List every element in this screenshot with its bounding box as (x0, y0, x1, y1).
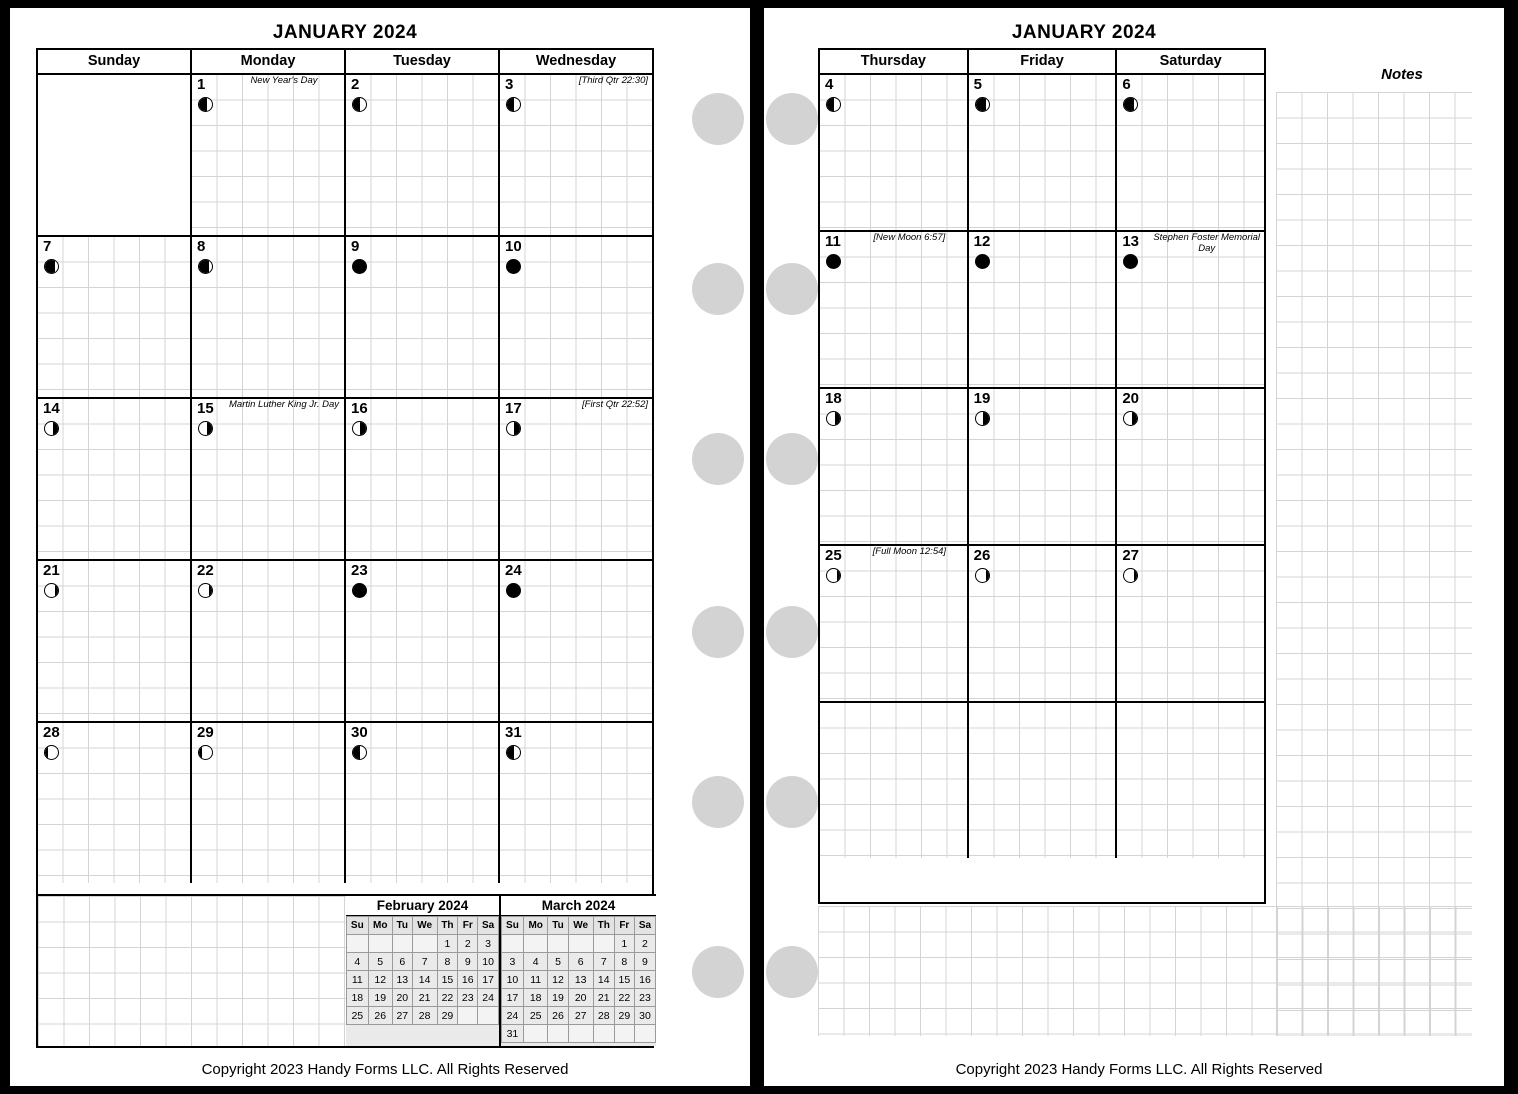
mini-month-march (501, 896, 656, 1046)
mini-day-19: 19 (368, 989, 392, 1007)
moon-phase-icon (352, 259, 367, 274)
mini-day-12: 12 (548, 971, 568, 989)
binder-hole-4 (692, 606, 744, 658)
day-cell-4[interactable] (820, 75, 969, 230)
mini-day-29: 29 (437, 1007, 458, 1025)
moon-phase-icon (352, 583, 367, 598)
moon-phase-icon (975, 97, 990, 112)
mini-day-31: 31 (502, 1025, 524, 1043)
day-cell-26[interactable] (969, 546, 1118, 701)
moon-phase-icon (506, 583, 521, 598)
day-cell-19[interactable] (969, 389, 1118, 544)
day-cell-5[interactable] (969, 75, 1118, 230)
mini-day-6: 6 (392, 953, 412, 971)
moon-phase-icon (1123, 411, 1138, 426)
day-cell-1[interactable] (192, 75, 346, 235)
mini-day-23: 23 (458, 989, 478, 1007)
mini-day-25: 25 (523, 1007, 548, 1025)
week-row (38, 723, 652, 883)
mini-day-17: 17 (478, 971, 499, 989)
mini-day-10: 10 (502, 971, 524, 989)
moon-phase-icon (1123, 97, 1138, 112)
week-row (820, 232, 1264, 389)
mini-day-21: 21 (593, 989, 614, 1007)
mini-day-11: 11 (523, 971, 548, 989)
mini-day-11: 11 (347, 971, 369, 989)
moon-phase-icon (506, 745, 521, 760)
right-binder-holes (758, 8, 828, 1086)
mini-day-28: 28 (412, 1007, 437, 1025)
mini-day-empty (392, 935, 412, 953)
mini-day-2: 2 (458, 935, 478, 953)
mini-day-13: 13 (392, 971, 412, 989)
moon-phase-icon (44, 259, 59, 274)
day-cell-21[interactable] (38, 561, 192, 721)
day-number: 24 (505, 562, 522, 579)
week-row (38, 237, 652, 399)
moon-phase-icon (352, 745, 367, 760)
week-row (820, 389, 1264, 546)
mini-month-title: February 2024 (346, 896, 499, 916)
day-number: 22 (197, 562, 214, 579)
day-number: 10 (505, 238, 522, 255)
mini-day-empty (368, 935, 392, 953)
mini-day-10: 10 (478, 953, 499, 971)
day-cell-20[interactable] (1117, 389, 1264, 544)
mini-day-22: 22 (437, 989, 458, 1007)
binder-hole-2 (766, 263, 818, 315)
mini-day-empty (548, 935, 568, 953)
mini-dow-su: Su (347, 917, 369, 935)
binder-hole-5 (692, 776, 744, 828)
mini-day-13: 13 (568, 971, 593, 989)
moon-phase-icon (352, 421, 367, 436)
mini-dow-su: Su (502, 917, 524, 935)
mini-day-4: 4 (523, 953, 548, 971)
mini-dow-we: We (412, 917, 437, 935)
day-event-label: [First Qtr 22:52] (582, 399, 648, 410)
mini-day-16: 16 (634, 971, 655, 989)
binder-hole-3 (692, 433, 744, 485)
moon-phase-icon (198, 259, 213, 274)
mini-day-empty (593, 1025, 614, 1043)
moon-phase-icon (506, 421, 521, 436)
notes-grid-area[interactable] (1276, 92, 1472, 1036)
week-row (820, 75, 1264, 232)
mini-day-3: 3 (478, 935, 499, 953)
moon-phase-icon (975, 568, 990, 583)
mini-day-27: 27 (568, 1007, 593, 1025)
mini-dow-fr: Fr (614, 917, 634, 935)
day-event-label: New Year's Day (250, 75, 318, 86)
day-number: 12 (973, 233, 991, 250)
moon-phase-icon (826, 568, 841, 583)
day-number: 4 (825, 76, 834, 93)
mini-dow-tu: Tu (548, 917, 568, 935)
day-cell-17[interactable] (500, 399, 652, 559)
day-number: 19 (973, 390, 991, 407)
mini-dow-fr: Fr (458, 917, 478, 935)
moon-phase-icon (198, 421, 213, 436)
day-number: 21 (43, 562, 60, 579)
mini-day-3: 3 (502, 953, 524, 971)
day-cell-14[interactable] (38, 399, 192, 559)
mini-day-empty (568, 935, 593, 953)
mini-dow-th: Th (593, 917, 614, 935)
day-number: 28 (43, 724, 60, 741)
day-header-wednesday: Wednesday (535, 53, 617, 69)
moon-phase-icon (44, 745, 59, 760)
mini-day-22: 22 (614, 989, 634, 1007)
day-event-label: [Third Qtr 22:30] (578, 75, 648, 86)
mini-day-27: 27 (392, 1007, 412, 1025)
mini-dow-tu: Tu (392, 917, 412, 935)
mini-day-18: 18 (523, 989, 548, 1007)
week-row (38, 561, 652, 723)
day-number: 1 (197, 76, 206, 93)
day-number: 3 (505, 76, 514, 93)
day-cell-24[interactable] (500, 561, 652, 721)
mini-months (346, 894, 656, 1046)
mini-day-2: 2 (634, 935, 655, 953)
day-number: 13 (1122, 233, 1140, 250)
mini-day-12: 12 (368, 971, 392, 989)
day-number: 14 (43, 400, 60, 417)
week-row (820, 546, 1264, 703)
mini-day-24: 24 (478, 989, 499, 1007)
moon-phase-icon (1123, 568, 1138, 583)
day-cell-18[interactable] (820, 389, 969, 544)
day-cell-empty[interactable] (1117, 703, 1264, 858)
mini-day-empty (478, 1007, 499, 1025)
mini-dow-we: We (568, 917, 593, 935)
mini-day-26: 26 (368, 1007, 392, 1025)
day-cell-13[interactable] (1117, 232, 1264, 387)
mini-day-empty (593, 935, 614, 953)
week-row (38, 75, 652, 237)
mini-dow-mo: Mo (368, 917, 392, 935)
day-cell-6[interactable] (1117, 75, 1264, 230)
left-free-grid-area[interactable] (38, 894, 346, 1046)
day-number: 5 (973, 76, 983, 93)
day-cell-31[interactable] (500, 723, 652, 883)
mini-day-empty (568, 1025, 593, 1043)
day-number: 17 (505, 400, 522, 417)
day-cell-2[interactable] (346, 75, 500, 235)
day-number: 6 (1122, 76, 1131, 93)
day-number: 18 (825, 390, 842, 407)
moon-phase-icon (352, 97, 367, 112)
binder-hole-3 (766, 433, 818, 485)
day-number: 2 (351, 76, 360, 93)
day-event-label: [Full Moon 12:54] (872, 546, 947, 557)
day-cell-15[interactable] (192, 399, 346, 559)
day-header-thursday: Thursday (820, 50, 969, 73)
day-event-label: Martin Luther King Jr. Day (229, 399, 339, 410)
mini-day-28: 28 (593, 1007, 614, 1025)
mini-day-15: 15 (614, 971, 634, 989)
right-calendar-grid (818, 48, 1266, 904)
right-free-grid-area[interactable] (818, 906, 1472, 1036)
mini-day-15: 15 (437, 971, 458, 989)
mini-month-february (346, 896, 501, 1046)
day-cell-3[interactable] (500, 75, 652, 235)
day-cell-22[interactable] (192, 561, 346, 721)
mini-day-9: 9 (458, 953, 478, 971)
mini-dow-mo: Mo (523, 917, 548, 935)
day-cell-8[interactable] (192, 237, 346, 397)
mini-day-6: 6 (568, 953, 593, 971)
mini-day-20: 20 (568, 989, 593, 1007)
mini-day-1: 1 (437, 935, 458, 953)
binder-hole-5 (766, 776, 818, 828)
day-cell-empty[interactable] (820, 703, 969, 858)
day-cell-9[interactable] (346, 237, 500, 397)
moon-phase-icon (44, 421, 59, 436)
day-event-label: [New Moon 6:57] (873, 232, 946, 243)
binder-hole-4 (766, 606, 818, 658)
left-page-title: JANUARY 2024 (272, 22, 418, 43)
day-number: 27 (1122, 547, 1140, 564)
day-cell-empty[interactable] (969, 703, 1118, 858)
mini-day-14: 14 (593, 971, 614, 989)
mini-day-empty (347, 935, 369, 953)
day-number: 7 (43, 238, 52, 255)
notes-label: Notes (1381, 66, 1423, 83)
mini-day-5: 5 (368, 953, 392, 971)
day-number: 30 (351, 724, 368, 741)
day-number: 25 (825, 547, 842, 564)
day-cell-12[interactable] (969, 232, 1118, 387)
day-number: 16 (351, 400, 368, 417)
week-row (820, 703, 1264, 858)
mini-day-1: 1 (614, 935, 634, 953)
left-page (10, 8, 750, 1086)
moon-phase-icon (975, 254, 990, 269)
day-cell-25[interactable] (820, 546, 969, 701)
moon-phase-icon (198, 97, 213, 112)
mini-day-19: 19 (548, 989, 568, 1007)
right-week-rows (820, 75, 1264, 858)
mini-dow-th: Th (437, 917, 458, 935)
mini-day-14: 14 (412, 971, 437, 989)
mini-day-29: 29 (614, 1007, 634, 1025)
day-cell-23[interactable] (346, 561, 500, 721)
day-header-monday: Monday (192, 50, 346, 73)
day-cell-empty[interactable] (38, 75, 192, 235)
week-row (38, 399, 652, 561)
mini-day-7: 7 (412, 953, 437, 971)
binder-hole-1 (692, 93, 744, 145)
mini-day-empty (523, 1025, 548, 1043)
mini-day-17: 17 (502, 989, 524, 1007)
mini-day-30: 30 (634, 1007, 655, 1025)
day-cell-27[interactable] (1117, 546, 1264, 701)
mini-day-9: 9 (634, 953, 655, 971)
mini-day-5: 5 (548, 953, 568, 971)
mini-day-21: 21 (412, 989, 437, 1007)
binder-hole-1 (766, 93, 818, 145)
right-page-title: JANUARY 2024 (1011, 22, 1157, 43)
moon-phase-icon (826, 254, 841, 269)
left-week-rows (38, 75, 652, 883)
moon-phase-icon (506, 97, 521, 112)
left-calendar-grid (36, 48, 654, 1048)
right-page (764, 8, 1504, 1086)
mini-day-empty (548, 1025, 568, 1043)
binder-hole-2 (692, 263, 744, 315)
moon-phase-icon (1123, 254, 1138, 269)
left-copyright: Copyright 2023 Handy Forms LLC. All Rights Reserved (201, 1061, 569, 1078)
day-number: 9 (351, 238, 360, 255)
day-header-saturday: Saturday (1159, 53, 1222, 69)
moon-phase-icon (198, 583, 213, 598)
day-number: 20 (1122, 390, 1140, 407)
binder-hole-6 (692, 946, 744, 998)
mini-day-empty (614, 1025, 634, 1043)
moon-phase-icon (826, 411, 841, 426)
mini-day-24: 24 (502, 1007, 524, 1025)
day-cell-7[interactable] (38, 237, 192, 397)
day-number: 23 (351, 562, 368, 579)
mini-dow-sa: Sa (634, 917, 655, 935)
day-cell-16[interactable] (346, 399, 500, 559)
mini-day-empty (523, 935, 548, 953)
mini-day-16: 16 (458, 971, 478, 989)
left-binder-holes (684, 8, 754, 1086)
day-cell-29[interactable] (192, 723, 346, 883)
mini-day-25: 25 (347, 1007, 369, 1025)
mini-dow-sa: Sa (478, 917, 499, 935)
day-number: 29 (197, 724, 214, 741)
mini-day-20: 20 (392, 989, 412, 1007)
mini-day-18: 18 (347, 989, 369, 1007)
mini-day-4: 4 (347, 953, 369, 971)
moon-phase-icon (198, 745, 213, 760)
right-day-header-row (820, 50, 1264, 75)
mini-day-empty (502, 935, 524, 953)
mini-day-empty (458, 1007, 478, 1025)
moon-phase-icon (826, 97, 841, 112)
day-cell-28[interactable] (38, 723, 192, 883)
day-header-sunday: Sunday (38, 50, 192, 73)
mini-month-title: March 2024 (501, 896, 656, 916)
moon-phase-icon (975, 411, 990, 426)
mini-day-23: 23 (634, 989, 655, 1007)
day-number: 26 (973, 547, 991, 564)
mini-day-8: 8 (614, 953, 634, 971)
day-cell-10[interactable] (500, 237, 652, 397)
day-number: 31 (505, 724, 522, 741)
day-cell-11[interactable] (820, 232, 969, 387)
day-cell-30[interactable] (346, 723, 500, 883)
mini-day-empty (412, 935, 437, 953)
mini-day-8: 8 (437, 953, 458, 971)
day-event-label: Stephen Foster Memorial Day (1153, 232, 1261, 254)
binder-hole-6 (766, 946, 818, 998)
day-header-tuesday: Tuesday (346, 50, 500, 73)
day-number: 8 (197, 238, 206, 255)
left-day-header-row (38, 50, 652, 75)
moon-phase-icon (506, 259, 521, 274)
mini-day-empty (634, 1025, 655, 1043)
right-copyright: Copyright 2023 Handy Forms LLC. All Rights Reserved (955, 1061, 1323, 1078)
day-header-friday: Friday (969, 50, 1118, 73)
mini-day-26: 26 (548, 1007, 568, 1025)
day-number: 15 (197, 400, 214, 417)
mini-day-7: 7 (593, 953, 614, 971)
moon-phase-icon (44, 583, 59, 598)
day-number: 11 (825, 233, 841, 250)
